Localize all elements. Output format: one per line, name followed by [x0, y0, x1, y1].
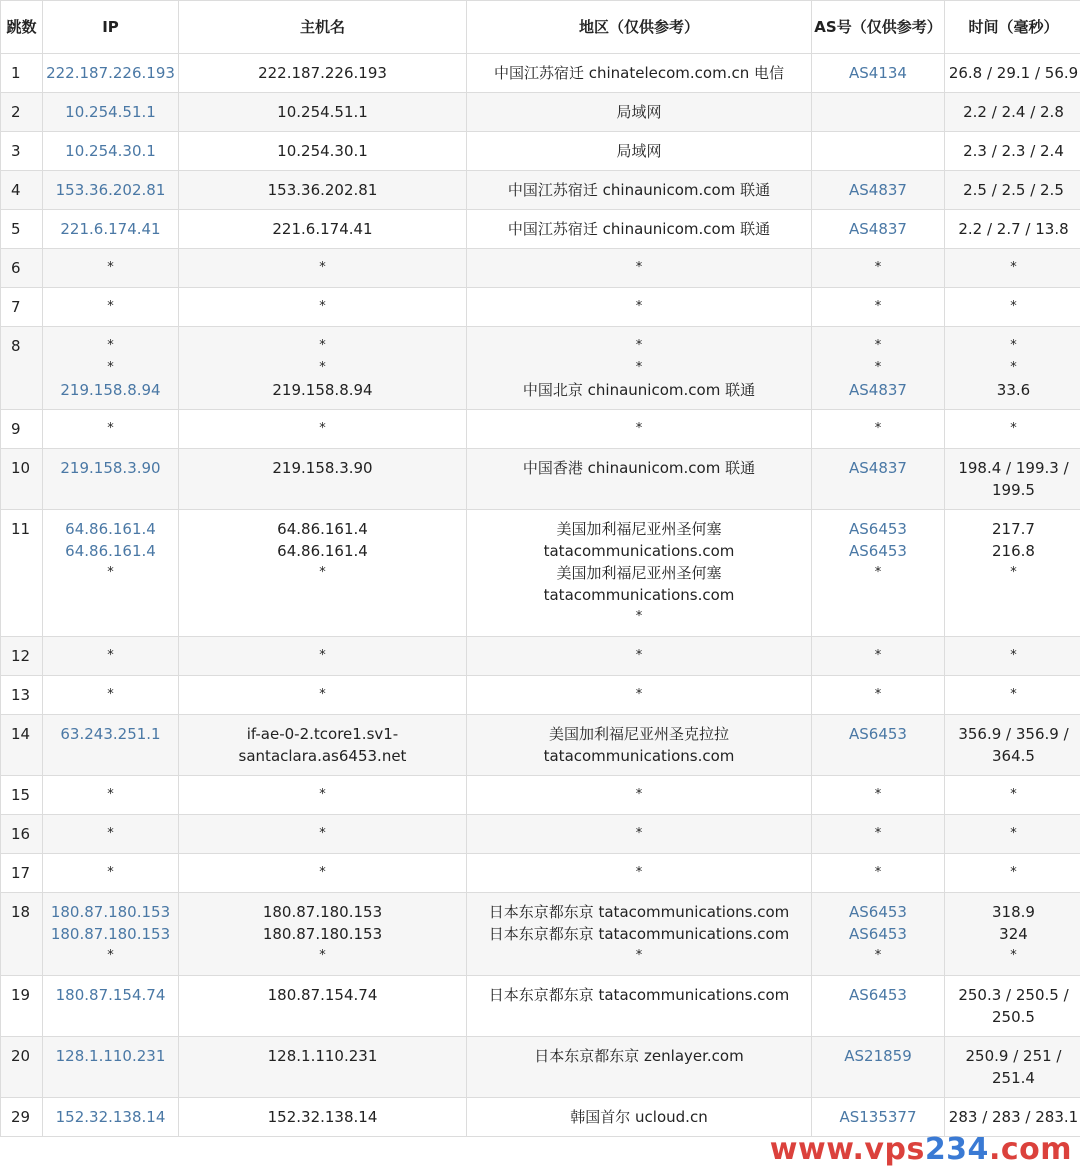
- hostname-text: 64.86.161.4: [277, 542, 368, 560]
- region-text: 中国江苏宿迁 chinatelecom.com.cn 电信: [493, 64, 785, 82]
- empty-marker: *: [874, 299, 882, 314]
- asn-cell: [812, 132, 945, 171]
- hop-number: 4: [1, 171, 43, 210]
- watermark-prefix: www.vps: [769, 1132, 925, 1167]
- hostname-text: 180.87.154.74: [267, 986, 378, 1004]
- empty-marker: *: [1010, 648, 1017, 663]
- time-cell: [945, 449, 1080, 510]
- ip-link[interactable]: 64.86.161.4: [65, 542, 156, 560]
- table-row: [1, 976, 1080, 1037]
- time-cell: [945, 288, 1080, 327]
- asn-link[interactable]: AS4837: [849, 181, 907, 199]
- empty-marker: *: [874, 260, 882, 275]
- region-text: 日本东京都东京 tatacommunications.com: [488, 903, 790, 921]
- hostname-text: 219.158.3.90: [272, 459, 373, 477]
- table-row: [1, 249, 1080, 288]
- hop-number: 7: [1, 288, 43, 327]
- ip-cell: [43, 132, 179, 171]
- empty-marker: *: [635, 687, 643, 702]
- asn-link[interactable]: AS6453: [849, 986, 907, 1004]
- hostname-text: 10.254.51.1: [277, 103, 368, 121]
- ip-link[interactable]: 222.187.226.193: [46, 64, 175, 82]
- time-cell: [945, 327, 1080, 410]
- region-cell: [467, 54, 812, 93]
- empty-marker: *: [874, 865, 882, 880]
- hostname-cell: [179, 854, 467, 893]
- asn-cell: [812, 893, 945, 976]
- empty-marker: *: [319, 421, 326, 436]
- hop-number: 3: [1, 132, 43, 171]
- asn-cell: [812, 288, 945, 327]
- asn-cell: [812, 210, 945, 249]
- header-ip: IP: [43, 1, 179, 54]
- empty-marker: *: [1010, 826, 1017, 841]
- asn-link[interactable]: AS6453: [849, 520, 907, 538]
- hostname-text: 219.158.8.94: [272, 381, 373, 399]
- region-cell: [467, 893, 812, 976]
- table-row: [1, 637, 1080, 676]
- watermark-suffix: .com: [988, 1132, 1072, 1167]
- asn-cell: [812, 171, 945, 210]
- empty-marker: *: [107, 421, 114, 436]
- hostname-cell: [179, 449, 467, 510]
- asn-link[interactable]: AS4837: [849, 220, 907, 238]
- table-row: [1, 132, 1080, 171]
- ip-cell: [43, 637, 179, 676]
- table-row: [1, 54, 1080, 93]
- table-row: [1, 327, 1080, 410]
- table-row: [1, 815, 1080, 854]
- region-cell: [467, 449, 812, 510]
- ip-link[interactable]: 10.254.51.1: [65, 103, 156, 121]
- empty-marker: *: [874, 948, 882, 963]
- asn-cell: [812, 327, 945, 410]
- ip-cell: [43, 410, 179, 449]
- hostname-cell: [179, 1037, 467, 1098]
- hostname-text: 153.36.202.81: [267, 181, 378, 199]
- table-row: [1, 449, 1080, 510]
- header-hop: 跳数: [1, 1, 43, 54]
- time-cell: [945, 676, 1080, 715]
- ip-cell: [43, 815, 179, 854]
- table-row: [1, 410, 1080, 449]
- hostname-cell: [179, 210, 467, 249]
- empty-marker: *: [107, 687, 114, 702]
- empty-marker: *: [635, 865, 643, 880]
- empty-marker: *: [635, 421, 643, 436]
- ip-cell: [43, 54, 179, 93]
- empty-marker: *: [1010, 565, 1017, 580]
- hostname-cell: [179, 637, 467, 676]
- header-asn: AS号（仅供参考）: [812, 1, 945, 54]
- header-region: 地区（仅供参考）: [467, 1, 812, 54]
- region-cell: [467, 1098, 812, 1137]
- empty-marker: *: [874, 360, 882, 375]
- asn-link[interactable]: AS135377: [839, 1108, 917, 1126]
- ip-cell: [43, 854, 179, 893]
- time-text: 217.7: [992, 520, 1035, 538]
- region-cell: [467, 1037, 812, 1098]
- time-cell: [945, 93, 1080, 132]
- ip-link[interactable]: 128.1.110.231: [55, 1047, 166, 1065]
- time-cell: [945, 1098, 1080, 1137]
- header-time: 时间（毫秒）: [945, 1, 1080, 54]
- ip-cell: [43, 249, 179, 288]
- asn-cell: [812, 1098, 945, 1137]
- table-header: [1, 1, 1080, 54]
- empty-marker: *: [1010, 299, 1017, 314]
- header-hostname: 主机名: [179, 1, 467, 54]
- region-text: 日本东京都东京 zenlayer.com: [534, 1047, 744, 1065]
- region-text: 局域网: [616, 142, 662, 160]
- ip-link[interactable]: 221.6.174.41: [60, 220, 161, 238]
- hop-number: 18: [1, 893, 43, 976]
- hop-number: 17: [1, 854, 43, 893]
- region-text: 日本东京都东京 tatacommunications.com: [488, 925, 790, 943]
- hop-number: 1: [1, 54, 43, 93]
- empty-marker: *: [1010, 260, 1017, 275]
- ip-link[interactable]: 219.158.3.90: [60, 459, 161, 477]
- asn-cell: [812, 676, 945, 715]
- empty-marker: *: [874, 648, 882, 663]
- ip-link[interactable]: 180.87.180.153: [50, 925, 171, 943]
- hostname-text: 221.6.174.41: [272, 220, 373, 238]
- ip-cell: [43, 1037, 179, 1098]
- hostname-text: 152.32.138.14: [267, 1108, 378, 1126]
- asn-cell: [812, 854, 945, 893]
- empty-marker: *: [319, 360, 326, 375]
- region-text: 局域网: [616, 103, 662, 121]
- asn-link[interactable]: AS4134: [849, 64, 907, 82]
- hostname-cell: [179, 893, 467, 976]
- region-cell: [467, 410, 812, 449]
- ip-cell: [43, 776, 179, 815]
- empty-marker: *: [1010, 360, 1017, 375]
- empty-marker: *: [107, 948, 114, 963]
- time-text: 250.3 / 250.5 / 250.5: [958, 986, 1069, 1026]
- region-text: 日本东京都东京 tatacommunications.com: [488, 986, 790, 1004]
- table-row: [1, 776, 1080, 815]
- empty-marker: *: [107, 299, 114, 314]
- ip-cell: [43, 510, 179, 637]
- empty-marker: *: [874, 421, 882, 436]
- hostname-cell: [179, 132, 467, 171]
- hop-number: 16: [1, 815, 43, 854]
- ip-cell: [43, 288, 179, 327]
- empty-marker: *: [874, 687, 882, 702]
- hop-number: 15: [1, 776, 43, 815]
- region-text: 美国加利福尼亚州圣克拉拉 tatacommunications.com: [543, 725, 735, 765]
- hostname-text: 64.86.161.4: [277, 520, 368, 538]
- empty-marker: *: [635, 338, 643, 353]
- time-text: 198.4 / 199.3 / 199.5: [958, 459, 1069, 499]
- region-cell: [467, 288, 812, 327]
- ip-cell: [43, 171, 179, 210]
- hostname-cell: [179, 249, 467, 288]
- empty-marker: *: [1010, 865, 1017, 880]
- hop-number: 5: [1, 210, 43, 249]
- hop-number: 13: [1, 676, 43, 715]
- time-cell: [945, 410, 1080, 449]
- time-cell: [945, 54, 1080, 93]
- region-cell: [467, 132, 812, 171]
- empty-marker: *: [319, 787, 326, 802]
- time-text: 2.5 / 2.5 / 2.5: [963, 181, 1064, 199]
- hostname-cell: [179, 327, 467, 410]
- empty-marker: *: [635, 609, 643, 624]
- ip-cell: [43, 210, 179, 249]
- ip-cell: [43, 327, 179, 410]
- hop-number: 19: [1, 976, 43, 1037]
- asn-cell: [812, 976, 945, 1037]
- region-cell: [467, 976, 812, 1037]
- region-cell: [467, 676, 812, 715]
- empty-marker: *: [107, 260, 114, 275]
- region-text: 美国加利福尼亚州圣何塞 tatacommunications.com: [543, 564, 735, 604]
- asn-link[interactable]: AS4837: [849, 459, 907, 477]
- empty-marker: *: [319, 648, 326, 663]
- hostname-cell: [179, 410, 467, 449]
- empty-marker: *: [107, 338, 114, 353]
- table-row: [1, 288, 1080, 327]
- empty-marker: *: [319, 865, 326, 880]
- asn-link[interactable]: AS6453: [849, 903, 907, 921]
- hop-number: 14: [1, 715, 43, 776]
- empty-marker: *: [874, 338, 882, 353]
- asn-link[interactable]: AS6453: [849, 725, 907, 743]
- empty-marker: *: [635, 260, 643, 275]
- table-row: [1, 510, 1080, 637]
- empty-marker: *: [319, 299, 326, 314]
- watermark-number: 234: [924, 1132, 989, 1167]
- ip-link[interactable]: 219.158.8.94: [60, 381, 161, 399]
- time-cell: [945, 815, 1080, 854]
- empty-marker: *: [319, 260, 326, 275]
- hostname-text: 222.187.226.193: [258, 64, 387, 82]
- time-text: 2.2 / 2.4 / 2.8: [963, 103, 1064, 121]
- time-text: 250.9 / 251 / 251.4: [965, 1047, 1062, 1087]
- asn-cell: [812, 715, 945, 776]
- hostname-cell: [179, 976, 467, 1037]
- region-cell: [467, 776, 812, 815]
- header-row: [1, 1, 1080, 54]
- region-cell: [467, 171, 812, 210]
- ip-link[interactable]: 10.254.30.1: [65, 142, 156, 160]
- ip-cell: [43, 449, 179, 510]
- ip-cell: [43, 93, 179, 132]
- hop-number: 11: [1, 510, 43, 637]
- ip-link[interactable]: 64.86.161.4: [65, 520, 156, 538]
- ip-cell: [43, 1098, 179, 1137]
- asn-cell: [812, 510, 945, 637]
- time-cell: [945, 210, 1080, 249]
- time-cell: [945, 132, 1080, 171]
- time-cell: [945, 854, 1080, 893]
- hostname-cell: [179, 54, 467, 93]
- time-text: 318.9: [992, 903, 1035, 921]
- empty-marker: *: [107, 787, 114, 802]
- hostname-cell: [179, 1098, 467, 1137]
- asn-cell: [812, 249, 945, 288]
- hostname-text: 180.87.180.153: [262, 925, 383, 943]
- hostname-text: 128.1.110.231: [267, 1047, 378, 1065]
- hop-number: 8: [1, 327, 43, 410]
- asn-cell: [812, 815, 945, 854]
- asn-cell: [812, 449, 945, 510]
- ip-link[interactable]: 180.87.180.153: [50, 903, 171, 921]
- region-cell: [467, 637, 812, 676]
- time-cell: [945, 637, 1080, 676]
- time-text: 216.8: [992, 542, 1035, 560]
- hostname-cell: [179, 93, 467, 132]
- region-cell: [467, 510, 812, 637]
- region-text: 中国北京 chinaunicom.com 联通: [522, 381, 756, 399]
- hostname-text: 10.254.30.1: [277, 142, 368, 160]
- table-row: [1, 893, 1080, 976]
- time-cell: [945, 1037, 1080, 1098]
- hostname-cell: [179, 815, 467, 854]
- ip-cell: [43, 715, 179, 776]
- time-text: 2.2 / 2.7 / 13.8: [958, 220, 1069, 238]
- hostname-cell: [179, 676, 467, 715]
- time-cell: [945, 776, 1080, 815]
- empty-marker: *: [635, 826, 643, 841]
- asn-cell: [812, 410, 945, 449]
- empty-marker: *: [319, 687, 326, 702]
- region-cell: [467, 854, 812, 893]
- empty-marker: *: [319, 948, 326, 963]
- empty-marker: *: [874, 565, 882, 580]
- table-body: [1, 54, 1080, 1137]
- region-text: 美国加利福尼亚州圣何塞 tatacommunications.com: [543, 520, 735, 560]
- empty-marker: *: [107, 360, 114, 375]
- table-row: [1, 676, 1080, 715]
- hop-number: 20: [1, 1037, 43, 1098]
- ip-link[interactable]: 63.243.251.1: [60, 725, 161, 743]
- time-text: 356.9 / 356.9 / 364.5: [958, 725, 1069, 765]
- time-text: 324: [999, 925, 1028, 943]
- asn-link[interactable]: AS21859: [844, 1047, 912, 1065]
- empty-marker: *: [1010, 687, 1017, 702]
- asn-cell: [812, 776, 945, 815]
- empty-marker: *: [319, 565, 326, 580]
- region-cell: [467, 715, 812, 776]
- asn-cell: [812, 54, 945, 93]
- table-row: [1, 715, 1080, 776]
- table-row: [1, 210, 1080, 249]
- region-text: 中国江苏宿迁 chinaunicom.com 联通: [507, 181, 771, 199]
- hop-number: 12: [1, 637, 43, 676]
- hostname-cell: [179, 171, 467, 210]
- time-text: 283 / 283 / 283.1: [948, 1108, 1079, 1126]
- empty-marker: *: [635, 299, 643, 314]
- table-row: [1, 1037, 1080, 1098]
- ip-cell: [43, 676, 179, 715]
- hostname-cell: [179, 715, 467, 776]
- asn-cell: [812, 1037, 945, 1098]
- hostname-cell: [179, 510, 467, 637]
- empty-marker: *: [107, 648, 114, 663]
- time-cell: [945, 893, 1080, 976]
- hop-number: 9: [1, 410, 43, 449]
- region-cell: [467, 815, 812, 854]
- empty-marker: *: [319, 826, 326, 841]
- time-cell: [945, 249, 1080, 288]
- empty-marker: *: [107, 865, 114, 880]
- ip-cell: [43, 976, 179, 1037]
- hostname-text: if-ae-0-2.tcore1.sv1-santaclara.as6453.net: [238, 725, 407, 765]
- ip-cell: [43, 893, 179, 976]
- empty-marker: *: [874, 787, 882, 802]
- time-text: 2.3 / 2.3 / 2.4: [963, 142, 1064, 160]
- hop-number: 2: [1, 93, 43, 132]
- empty-marker: *: [1010, 787, 1017, 802]
- hop-number: 10: [1, 449, 43, 510]
- region-text: 韩国首尔 ucloud.cn: [570, 1108, 708, 1126]
- region-cell: [467, 93, 812, 132]
- ip-link[interactable]: 152.32.138.14: [55, 1108, 166, 1126]
- empty-marker: *: [1010, 338, 1017, 353]
- empty-marker: *: [635, 787, 643, 802]
- table-row: [1, 1098, 1080, 1137]
- empty-marker: *: [874, 826, 882, 841]
- table-row: [1, 171, 1080, 210]
- asn-cell: [812, 93, 945, 132]
- ip-link[interactable]: 180.87.154.74: [55, 986, 166, 1004]
- region-text: 中国江苏宿迁 chinaunicom.com 联通: [507, 220, 771, 238]
- region-cell: [467, 210, 812, 249]
- empty-marker: *: [635, 948, 643, 963]
- empty-marker: *: [635, 360, 643, 375]
- hop-number: 6: [1, 249, 43, 288]
- region-cell: [467, 249, 812, 288]
- asn-link[interactable]: AS6453: [849, 542, 907, 560]
- empty-marker: *: [635, 648, 643, 663]
- asn-link[interactable]: AS6453: [849, 925, 907, 943]
- watermark: [770, 1132, 1072, 1167]
- time-cell: [945, 171, 1080, 210]
- time-cell: [945, 715, 1080, 776]
- empty-marker: *: [1010, 948, 1017, 963]
- table-row: [1, 93, 1080, 132]
- region-text: 中国香港 chinaunicom.com 联通: [522, 459, 756, 477]
- hostname-cell: [179, 776, 467, 815]
- time-text: 33.6: [996, 381, 1031, 399]
- region-cell: [467, 327, 812, 410]
- empty-marker: *: [107, 565, 114, 580]
- time-cell: [945, 976, 1080, 1037]
- asn-cell: [812, 637, 945, 676]
- hostname-text: 180.87.180.153: [262, 903, 383, 921]
- hostname-cell: [179, 288, 467, 327]
- time-text: 26.8 / 29.1 / 56.9: [948, 64, 1079, 82]
- hop-number: 29: [1, 1098, 43, 1137]
- empty-marker: *: [1010, 421, 1017, 436]
- ip-link[interactable]: 153.36.202.81: [55, 181, 166, 199]
- empty-marker: *: [319, 338, 326, 353]
- table-row: [1, 854, 1080, 893]
- asn-link[interactable]: AS4837: [849, 381, 907, 399]
- empty-marker: *: [107, 826, 114, 841]
- time-cell: [945, 510, 1080, 637]
